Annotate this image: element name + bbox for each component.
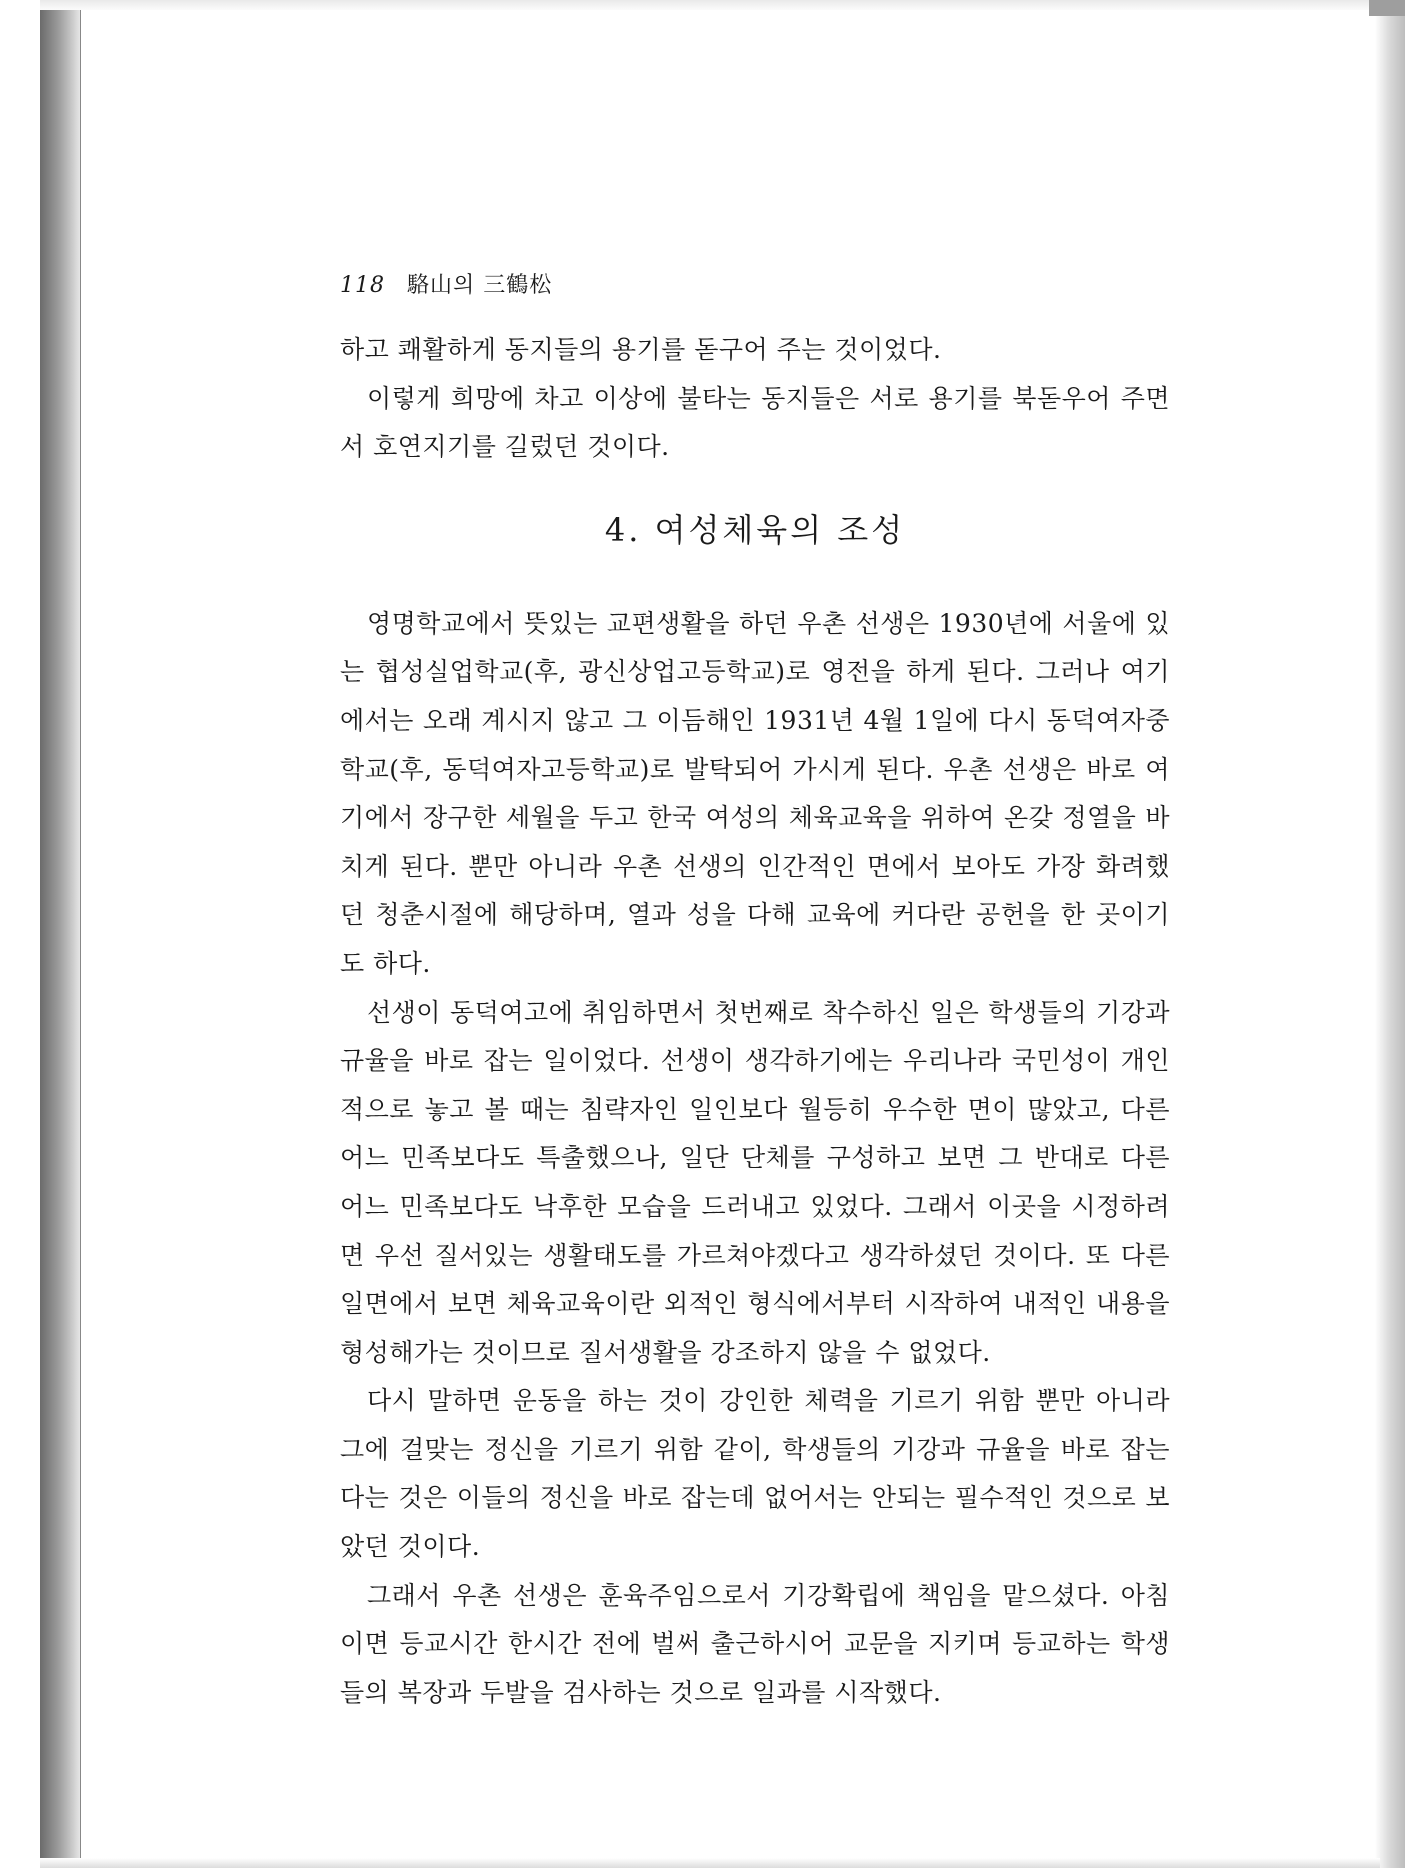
page-number: 118	[340, 273, 385, 298]
paragraph-body-4: 그래서 우촌 선생은 훈육주임으로서 기강확립에 책임을 맡으셨다. 아침이면 등교시간 한시간 전에 벌써 출근하시어 교문을 지키며 등교하는 학생들의 복장과 두발을 검사하는 것으로 일과를 시작했다.	[340, 1580, 1170, 1707]
paragraph-intro-2: 이렇게 희망에 차고 이상에 불타는 동지들은 서로 용기를 북돋우어 주면서 호연지기를 길렀던 것이다.	[340, 383, 1170, 462]
paragraph-intro-1: 하고 쾌활하게 동지들의 용기를 돋구어 주는 것이었다.	[340, 335, 942, 364]
page-bottom-edge	[40, 1858, 1380, 1868]
page-right-edge	[1375, 0, 1405, 1868]
book-spine-edge	[40, 10, 80, 1858]
book-title: 駱山의 三鶴松	[407, 273, 553, 298]
paragraph-body-3: 다시 말하면 운동을 하는 것이 강인한 체력을 기르기 위함 뿐만 아니라 그에 걸맞는 정신을 기르기 위함 같이, 학생들의 기강과 규율을 바로 잡는다는 것은 이들의 정신을 바로 잡는데 없어서는 안되는 필수적인 것으로 보았던 것이다.	[340, 1386, 1170, 1562]
running-header	[340, 268, 1170, 304]
paragraph-body-2: 선생이 동덕여고에 취임하면서 첫번째로 착수하신 일은 학생들의 기강과 규율을 바로 잡는 일이었다. 선생이 생각하기에는 우리나라 국민성이 개인적으로 놓고 볼 때는 침략자인 일인보다 월등히 우수한 면이 많았고, 다른 어느 민족보다도 특출했으나, 일단 단체를 구성하고 보면 그 반대로 다른 어느 민족보다도 낙후한 모습을 드러내고 있었다. 그래서 이곳을 시정하려면 우선 질서있는 생활태도를 가르쳐야겠다고 생각하셨던 것이다. 또 다른 일면에서 보면 체육교육이란 외적인 형식에서부터 시작하여 내적인 내용을 형성해가는 것이므로 질서생활을 강조하지 않을 수 없었다.	[340, 997, 1170, 1367]
paragraph-body-1: 영명학교에서 뜻있는 교편생활을 하던 우촌 선생은 1930년에 서울에 있는 협성실업학교(후, 광신상업고등학교)로 영전을 하게 된다. 그러나 여기에서는 오래 계시지 않고 그 이듬해인 1931년 4월 1일에 다시 동덕여자중학교(후, 동덕여자고등학교)로 발탁되어 가시게 된다. 우촌 선생은 바로 여기에서 장구한 세월을 두고 한국 여성의 체육교육을 위하여 온갖 정열을 바치게 된다. 뿐만 아니라 우촌 선생의 인간적인 면에서 보아도 가장 화려했던 청춘시절에 해당하며, 열과 성을 다해 교육에 커다란 공헌을 한 곳이기도 하다.	[340, 608, 1170, 978]
corner-mark	[1369, 0, 1405, 16]
page-content	[340, 268, 1170, 1717]
section-title: 4. 여성체육의 조성	[604, 510, 906, 549]
